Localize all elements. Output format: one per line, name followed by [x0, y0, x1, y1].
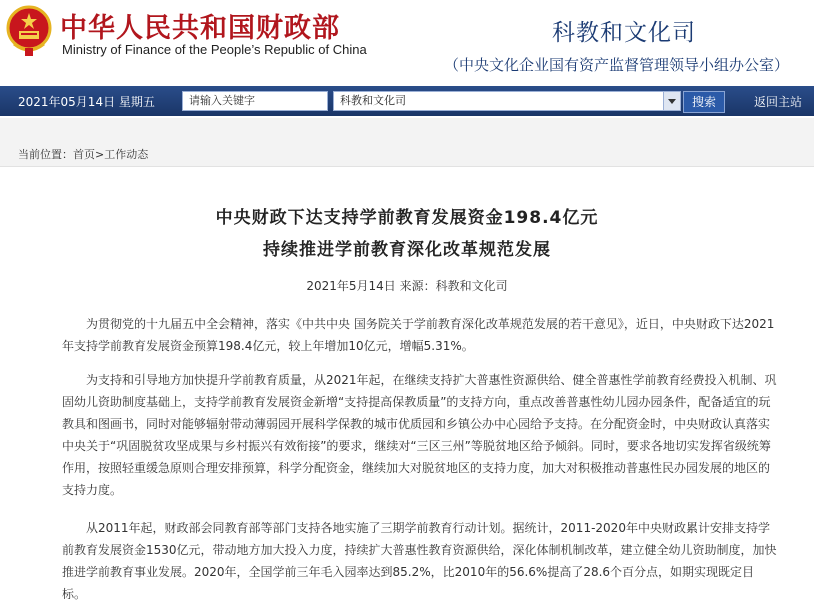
article-paragraph: 从2011年起，财政部会同教育部等部门支持各地实施了三期学前教育行动计划。据统计，2011-2020年中央财政累计安排支持学前教育发展资金1530亿元，带动地方加大投入力度，持续扩大普惠性教育资源供给，深化体制机制改革，建立健全幼儿资助制度，加快推进学前教育事业发展。2020年，全国学前三年毛入园率达到85.2%，比2010年的56.6%提高了28.6个百分点，如期实现既定目标。 [62, 521, 777, 601]
site-name-en: Ministry of Finance of the People’s Republic of China [62, 42, 367, 57]
site-name-cn[interactable]: 中华人民共和国财政部 [60, 13, 340, 44]
department-select-value: 科教和文化司 [340, 94, 406, 107]
dept-name: 科教和文化司 [552, 20, 696, 46]
dept-subtitle: （中央文化企业国有资产监督管理领导小组办公室） [444, 56, 790, 74]
chevron-down-icon[interactable] [663, 92, 680, 110]
article-title-line-2: 持续推进学前教育深化改革规范发展 [263, 240, 551, 260]
national-emblem-icon [6, 4, 52, 58]
current-date: 2021年05月14日 星期五 [18, 95, 155, 109]
breadcrumb-strip [0, 118, 814, 167]
article-paragraph: 为贯彻党的十九届五中全会精神，落实《中共中央 国务院关于学前教育深化改革规范发展的若干意见》，近日，中央财政下达2021年支持学前教育发展资金预算198.4亿元，较上年增加10亿元，增幅5.31%。 [62, 317, 775, 353]
search-input[interactable]: 请输入关键字 [182, 91, 328, 111]
breadcrumb[interactable]: 当前位置：首页>工作动态 [18, 148, 149, 161]
article-meta: 2021年5月14日 来源：科教和文化司 [306, 279, 508, 293]
nav-bar [0, 86, 814, 116]
article [0, 167, 814, 611]
return-home-link[interactable]: 返回主站 [754, 95, 803, 109]
article-title-line-1: 中央财政下达支持学前教育发展资金198.4亿元 [215, 208, 599, 228]
search-button[interactable]: 搜索 [683, 91, 725, 113]
site-header [0, 0, 814, 84]
article-paragraph: 为支持和引导地方加快提升学前教育质量，从2021年起，在继续支持扩大普惠性资源供给、健全普惠性学前教育经费投入机制、巩固幼儿资助制度基础上，支持学前教育发展资金新增“支持提高保教质量”的支持方向，重点改善普惠性幼儿园办园条件，配备适宜的玩教具和图画书，同时对能够辐射带动薄弱园开展科学保教的城市优质园和乡镇公办中心园给予支持。在分配资金时，中央财政认真落实中央关于“巩固脱贫攻坚成果与乡村振兴有效衔接”的要求，继续对“三区三州”等脱贫地区给予倾斜。同时，要求各地切实发挥省级统筹作用，按照轻重缓急原则合理安排预算，科学分配资金，继续加大对脱贫地区的支持力度，加大对积极推动普惠性民办园发展的地区的支持力度。 [62, 373, 777, 497]
department-select[interactable] [333, 91, 681, 111]
